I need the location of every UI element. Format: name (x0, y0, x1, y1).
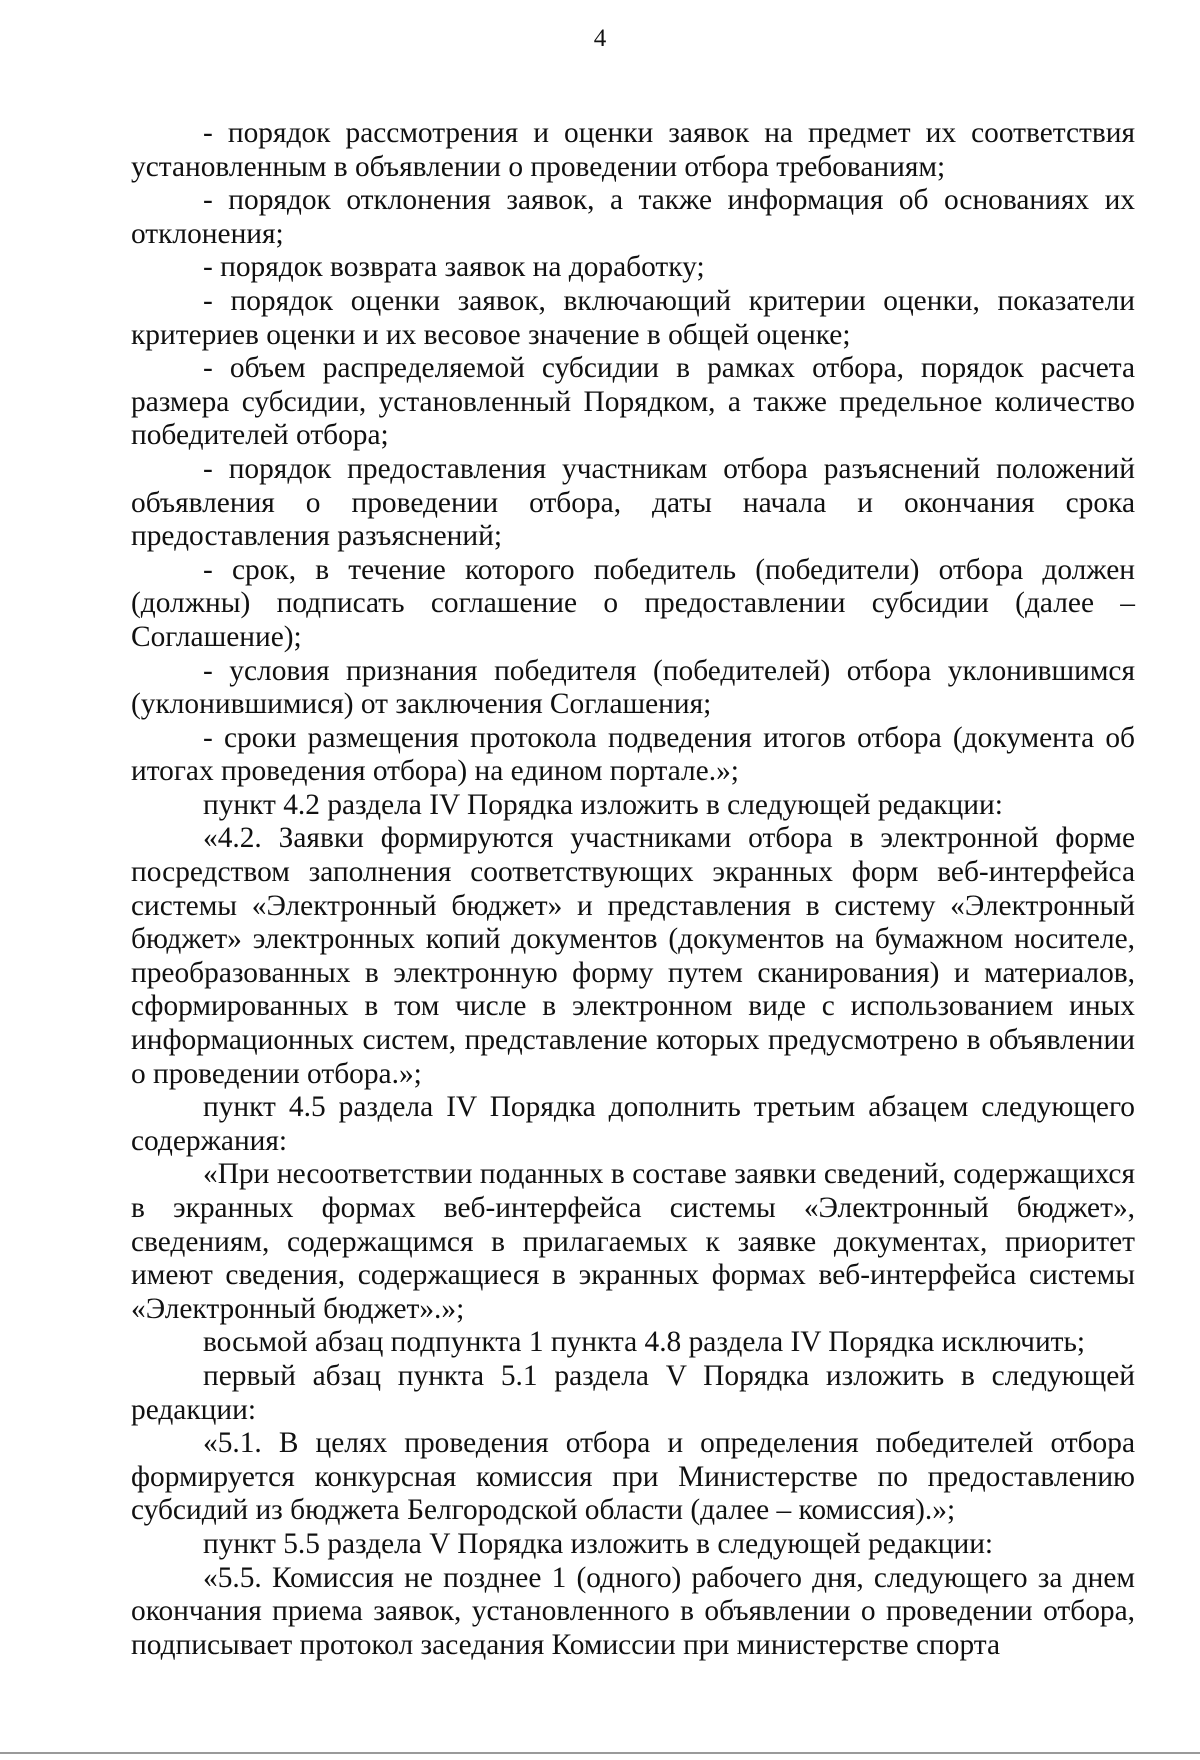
paragraph-evasion-conditions: - условия признания победителя (победителей) отбора уклонившимся (уклонившимися) от заключения Соглашения; (131, 654, 1135, 721)
paragraph-clause-5-1-intro: первый абзац пункта 5.1 раздела V Порядка изложить в следующей редакции: (131, 1359, 1135, 1426)
paragraph-signing-term: - срок, в течение которого победитель (победители) отбора должен (должны) подписать соглашение о предоставлении субсидии (далее – Соглашение); (131, 553, 1135, 653)
paragraph-protocol-terms: - сроки размещения протокола подведения итогов отбора (документа об итогах проведения отбора) на едином портале.»; (131, 721, 1135, 788)
paragraph-subsidy-volume: - объем распределяемой субсидии в рамках отбора, порядок расчета размера субсидии, установленный Порядком, а также предельное количество победителей отбора; (131, 352, 1135, 452)
paragraph-clause-5-5-intro: пункт 5.5 раздела V Порядка изложить в следующей редакции: (203, 1527, 994, 1560)
paragraph-clause-4-2-intro: пункт 4.2 раздела IV Порядка изложить в следующей редакции: (203, 788, 1003, 821)
paragraph-review-order: - порядок рассмотрения и оценки заявок на предмет их соответствия установленным в объявлении о проведении отбора требованиям; (131, 117, 1135, 183)
paragraph-clause-4-2-text: «4.2. Заявки формируются участниками отбора в электронной форме посредством заполнения соответствующих экранных форм веб-интерфейса системы «Электронный бюджет» и представления в систему «Электронный бюджет» электронных копий документов (документов на бумажном носителе, преобразованных в электронную форму путем сканирования) и материалов, сформированных в том числе в электронном виде с использованием иных информационных систем, представление которых предусмотрено в объявлении о проведении отбора.»; (131, 822, 1135, 1090)
paragraph-rejection-order: - порядок отклонения заявок, а также информация об основаниях их отклонения; (131, 184, 1135, 250)
paragraph-clause-5-1-text: «5.1. В целях проведения отбора и определения победителей отбора формируется конкурсная комиссия при Министерстве по предоставлению субсидий из бюджета Белгородской области (далее – комиссия).»; (131, 1427, 1135, 1527)
paragraph-clause-4-5-text: «При несоответствии поданных в составе заявки сведений, содержащихся в экранных формах веб-интерфейса системы «Электронный бюджет», сведениям, содержащимся в прилагаемых к заявке документах, приоритет имеют сведения, содержащиеся в экранных формах веб-интерфейса системы «Электронный бюджет».»; (131, 1158, 1135, 1325)
paragraph-clause-4-8-exclusion: восьмой абзац подпункта 1 пункта 4.8 раздела IV Порядка исключить; (203, 1326, 1086, 1359)
paragraph-clarifications: - порядок предоставления участникам отбора разъяснений положений объявления о проведении отбора, даты начала и окончания срока предоставления разъяснений; (131, 452, 1135, 553)
page-bottom-edge (0, 1752, 1200, 1754)
paragraph-clause-4-5-intro: пункт 4.5 раздела IV Порядка дополнить третьим абзацем следующего содержания: (131, 1091, 1135, 1157)
page-number: 4 (593, 25, 607, 52)
paragraph-return-order: - порядок возврата заявок на доработку; (203, 251, 705, 284)
paragraph-clause-5-5-text: «5.5. Комиссия не позднее 1 (одного) рабочего дня, следующего за днем окончания приема заявок, установленного в объявлении о проведении отбора, подписывает протокол заседания Комиссии при министерстве спорта (131, 1561, 1135, 1661)
document-body (131, 117, 1135, 1662)
paragraph-evaluation-order: - порядок оценки заявок, включающий критерии оценки, показатели критериев оценки и их весовое значение в общей оценке; (131, 284, 1135, 351)
